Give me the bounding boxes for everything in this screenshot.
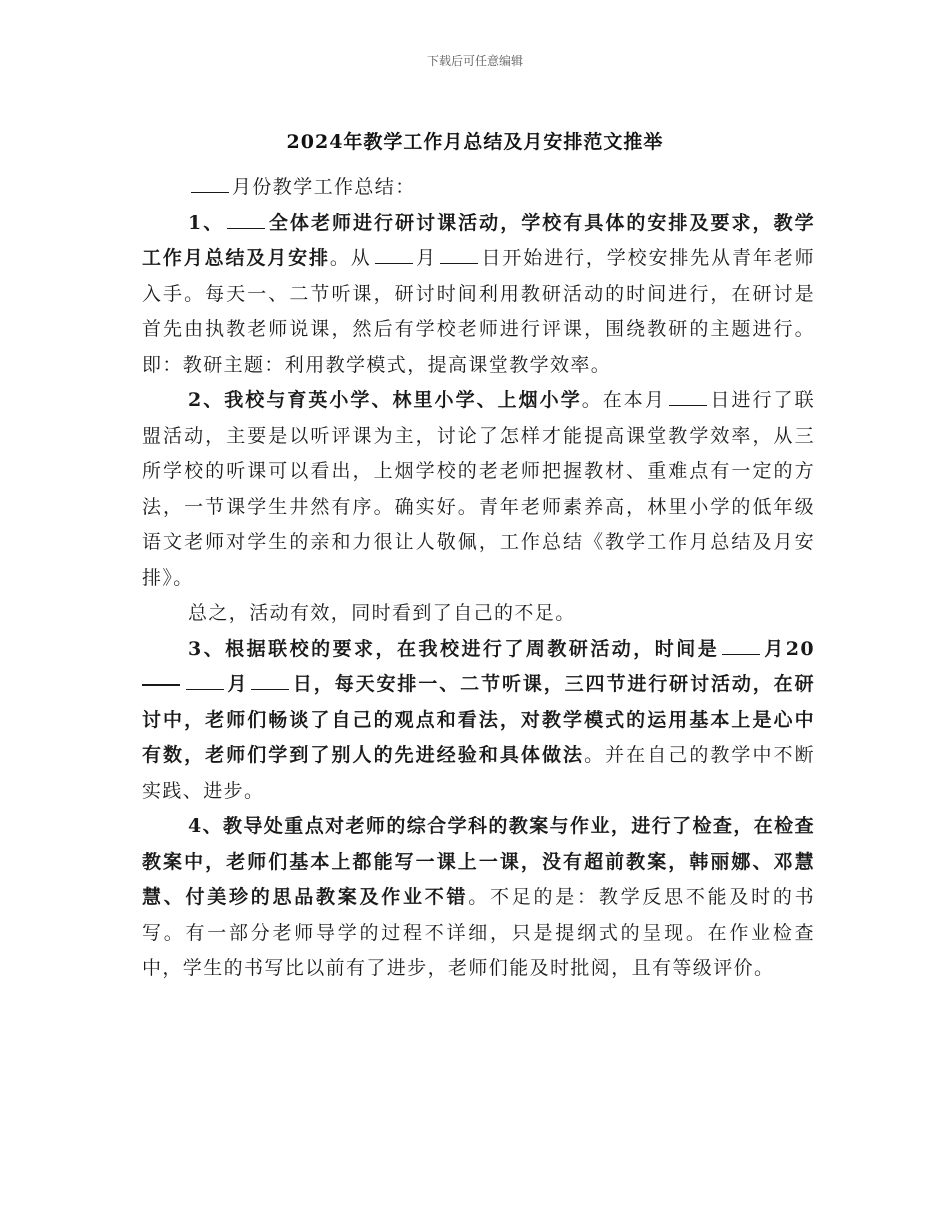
item-text: 。从	[329, 247, 372, 269]
document-title: 2024年教学工作月总结及月安排范文推举	[286, 131, 664, 153]
item-bold-text: 全体老师进行研讨课活动，学校有具体的安排及要求，教学工作月总结及月安排	[142, 211, 815, 269]
paragraph-item-2	[142, 383, 815, 596]
paragraph-item-4	[142, 809, 815, 987]
fill-blank	[191, 174, 229, 193]
paragraph-intro	[142, 170, 815, 206]
paragraph-summary: 总之，活动有效，同时看到了自己的不足。	[188, 602, 576, 624]
item-text: 日开始进行，学校安排先从青年老师入手。每天一、二节听课，研讨时间利用教研活动的时间进行，在研讨是首先由执教老师说课，然后有学校老师进行评课，围绕教研的主题进行。即：教研主题：利用教学模式，提高课堂教学效率。	[142, 247, 815, 376]
fill-blank	[722, 636, 760, 655]
item-text: 。不足的是：教学反思不能及时的书写。有一部分老师导学的过程不详细，只是提纲式的呈现。在作业检查中，学生的书写比以前有了进步，老师们能及时批阅，且有等级评价。	[142, 886, 815, 979]
item-bold-text: 2、我校与育英小学、林里小学、上烟小学	[188, 389, 582, 411]
item-text: 月	[415, 247, 437, 269]
page-header-note: 下载后可任意编辑	[426, 54, 523, 68]
fill-blank	[440, 245, 478, 264]
item-bold-text: 4、教导处重点对老师的综合学科的教案与作业，进行了检查，在检查教案中，老师们基本上都能写一课上一课，没有超前教案，韩丽娜、邓慧慧、付美珍的思品教案及作业不错	[142, 815, 815, 908]
item-text: 日进行了联盟活动，主要是以听评课为主，讨论了怎样才能提高课堂教学效率，从三所学校的听课可以看出，上烟学校的老老师把握教材、重难点有一定的方法，一节课学生井然有序。确实好。青年老师素养高，林里小学的低年级语文老师对学生的亲和力很让人敬佩，工作总结《教学工作月总结及月安排》。	[142, 389, 815, 589]
fill-blank	[375, 245, 413, 264]
fill-blank	[227, 210, 265, 229]
item-bold-text: 3、根据联校的要求，在我校进行了周教研活动，时间是	[188, 637, 720, 660]
fill-blank	[669, 387, 707, 406]
item-text: 。在本月	[581, 389, 666, 411]
paragraph-item-1	[142, 206, 815, 384]
document-body	[142, 170, 815, 987]
fill-blank	[186, 671, 224, 690]
item-bold-text: 日，每天安排一、二节听课，三四节进行研讨活动，在研讨中，老师们畅谈了自己的观点和看法，对教学模式的运用基本上是心中有数，老师们学到了别人的先进经验和具体做法	[142, 673, 815, 766]
fill-blank	[251, 671, 289, 690]
paragraph-item-3	[142, 632, 815, 810]
intro-text: 月份教学工作总结：	[232, 176, 416, 198]
item-bold-text: 月	[227, 673, 249, 695]
dash-line	[142, 684, 180, 686]
item-bold-text: 月20	[763, 637, 816, 660]
item-number: 1、	[188, 211, 225, 234]
item-text: 。并在自己的教学中不断实践、进步。	[142, 744, 815, 802]
